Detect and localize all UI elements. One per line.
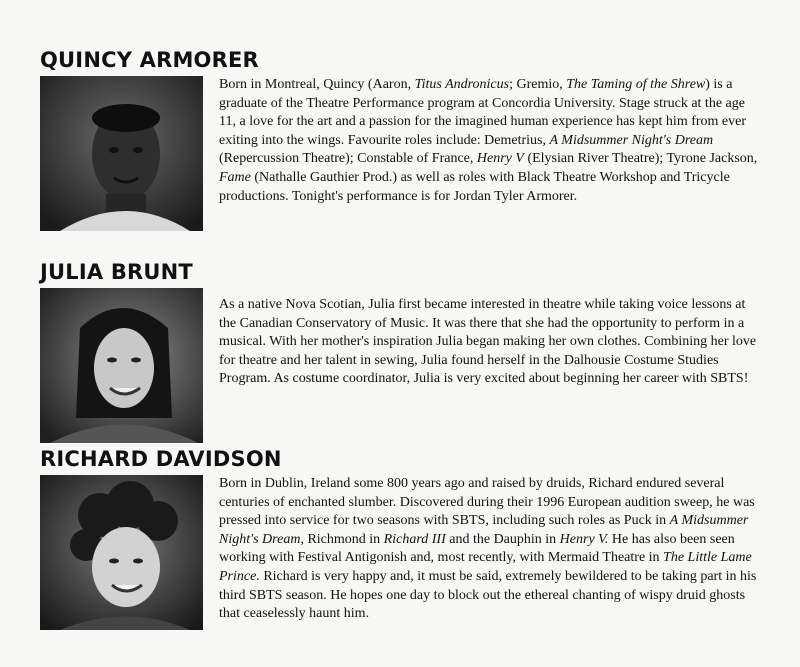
bio-julia-brunt [40,258,785,443]
italic-title: The Little Lame Prince. [219,550,752,584]
bio-text [219,288,759,389]
italic-title: Titus Andronicus [414,77,510,92]
italic-title: Richard III [383,531,446,547]
bio-name: QUINCY ARMORER [40,48,259,72]
bio-text-run: Born in Montreal, Quincy (Aaron, [219,77,415,92]
bio-text-run: ) is a graduate of the Theatre Performance program at Concordia University. Stage struck at the age 11, a love for the art and a passion for the imagined human experience has kept him from ever exiting into the wings. Favourite roles include: Demetrius, [219,77,747,148]
headshot-photo [40,76,203,231]
bio-text-run: Born in Dublin, Ireland some 800 years ago and raised by druids, Richard endured several centuries of enchanted slumber. Discovered during their 1996 European audition sweep, he was pressed into service for two seasons with SBTS, including such roles as Puck in [219,476,755,529]
headshot-photo [40,288,203,443]
bio-text-run: ; Gremio, [509,77,567,92]
bio-text-run: (Elysian River Theatre); Tyrone Jackson, [523,151,758,167]
bio-text-run: , Richmond in [300,531,384,547]
bio-name: JULIA BRUNT [40,260,193,284]
italic-title: Henry V [476,151,524,167]
italic-title: Henry V. [559,531,609,547]
italic-title: A Midsummer Night's Dream [219,513,749,547]
bio-quincy-armorer [40,46,785,231]
italic-title: The Taming of the Shrew [566,77,706,92]
bio-name: RICHARD DAVIDSON [40,447,282,471]
italic-title: A Midsummer Night's Dream [549,132,714,148]
bio-text [219,475,759,624]
bio-text [219,76,759,206]
bio-text-run: Richard is very happy and, it must be said, extremely bewildered to be taking part in his third SBTS season. He hopes one day to block out the ethereal chanting of wispy druid ghosts that ceaselessly haunt him. [219,568,757,622]
bio-richard-davidson [40,445,785,630]
headshot-photo [40,475,203,630]
bio-text-run: He has also been seen working with Festival Antigonish and, most recently, with Mermaid Theatre in [219,531,735,566]
bio-text-run: and the Dauphin in [445,531,560,547]
bio-text-run: As a native Nova Scotian, Julia first became interested in theatre while taking voice lessons at the Canadian Conservatory of Music. It was there that she had the opportunity to perform in a musical. With her mother's inspiration Julia began making her own clothes. Combining her love for theatre and her talent in sewing, Julia found herself in the Dalhousie Costume Studies Program. As costume coordinator, Julia is very excited about beginning her career with SBTS! [219,297,757,387]
italic-title: Fame [219,169,251,185]
bio-text-run: (Nathalle Gauthier Prod.) as well as roles with Black Theatre Workshop and Tricycle productions. Tonight's performance is for Jordan Tyler Armorer. [219,169,730,204]
bio-text-run: (Repercussion Theatre); Constable of France, [219,151,477,167]
